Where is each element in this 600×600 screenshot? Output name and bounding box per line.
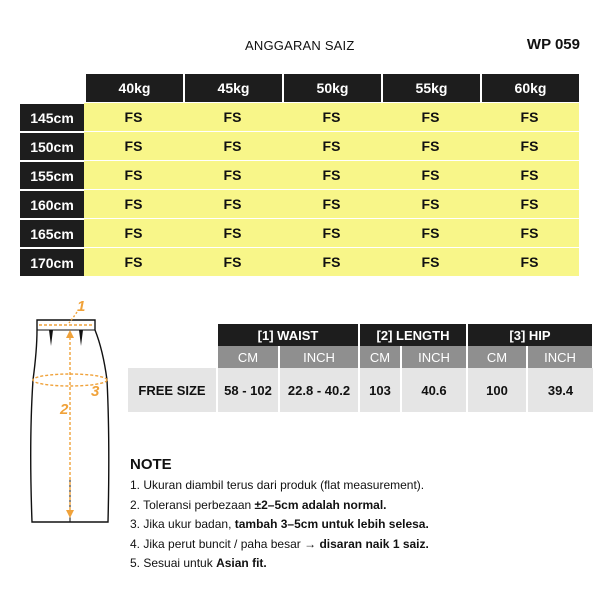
measure-corner xyxy=(128,346,217,368)
size-cell: FS xyxy=(381,189,480,218)
group-header-hip: [3] HIP xyxy=(467,323,593,346)
size-grid xyxy=(20,74,579,276)
height-label: 145cm xyxy=(20,102,84,131)
grid-row xyxy=(20,189,579,218)
diagram-label-3: 3 xyxy=(91,383,100,400)
size-cell: FS xyxy=(480,102,579,131)
size-cell: FS xyxy=(282,131,381,160)
size-cell: FS xyxy=(480,218,579,247)
weight-header: 50kg xyxy=(282,74,381,102)
height-label: 160cm xyxy=(20,189,84,218)
measurement-table xyxy=(128,322,594,412)
grid-row xyxy=(20,160,579,189)
size-cell: FS xyxy=(480,160,579,189)
size-cell: FS xyxy=(84,131,183,160)
group-header-waist: [1] WAIST xyxy=(217,323,359,346)
grid-corner xyxy=(20,74,84,102)
size-cell: FS xyxy=(183,102,282,131)
unit-header: CM xyxy=(359,346,401,368)
size-cell: FS xyxy=(282,247,381,276)
size-cell: FS xyxy=(183,189,282,218)
size-cell: FS xyxy=(183,218,282,247)
size-cell: FS xyxy=(381,160,480,189)
size-cell: FS xyxy=(183,247,282,276)
length-inch-value: 40.6 xyxy=(401,368,467,412)
height-label: 150cm xyxy=(20,131,84,160)
size-cell: FS xyxy=(381,218,480,247)
hip-cm-value: 100 xyxy=(467,368,527,412)
chart-title: ANGGARAN SAIZ xyxy=(245,38,355,53)
size-cell: FS xyxy=(282,218,381,247)
size-cell: FS xyxy=(282,189,381,218)
size-cell: FS xyxy=(282,102,381,131)
waist-inch-value: 22.8 - 40.2 xyxy=(279,368,359,412)
note-list xyxy=(130,476,429,574)
size-cell: FS xyxy=(84,160,183,189)
hip-inch-value: 39.4 xyxy=(527,368,593,412)
note-item: 4. Jika perut buncit / paha besar → disaran naik 1 saiz. xyxy=(130,536,429,551)
weight-header: 60kg xyxy=(480,74,579,102)
weight-header: 45kg xyxy=(183,74,282,102)
size-cell: FS xyxy=(84,247,183,276)
unit-header: CM xyxy=(467,346,527,368)
height-label: 170cm xyxy=(20,247,84,276)
waist-cm-value: 58 - 102 xyxy=(217,368,279,412)
note-item: 3. Jika ukur badan, tambah 3–5cm untuk lebih selesa. xyxy=(130,517,429,531)
grid-row xyxy=(20,247,579,276)
size-cell: FS xyxy=(480,247,579,276)
size-cell: FS xyxy=(84,102,183,131)
grid-row xyxy=(20,131,579,160)
size-cell: FS xyxy=(381,131,480,160)
size-cell: FS xyxy=(480,189,579,218)
unit-header: INCH xyxy=(401,346,467,368)
size-cell: FS xyxy=(282,160,381,189)
size-cell: FS xyxy=(381,247,480,276)
length-cm-value: 103 xyxy=(359,368,401,412)
grid-row xyxy=(20,218,579,247)
unit-header: INCH xyxy=(279,346,359,368)
grid-row xyxy=(20,102,579,131)
group-header-length: [2] LENGTH xyxy=(359,323,467,346)
note-heading: NOTE xyxy=(130,456,172,473)
size-cell: FS xyxy=(183,131,282,160)
size-cell: FS xyxy=(480,131,579,160)
size-cell: FS xyxy=(84,218,183,247)
note-item: 5. Sesuai untuk Asian fit. xyxy=(130,556,267,570)
height-label: 155cm xyxy=(20,160,84,189)
diagram-label-1: 1 xyxy=(77,298,86,315)
height-label: 165cm xyxy=(20,218,84,247)
note-item: 1. Ukuran diambil terus dari produk (flat measurement). xyxy=(130,478,425,492)
note-item: 2. Toleransi perbezaan ±2–5cm adalah normal. xyxy=(130,497,387,512)
size-cell: FS xyxy=(84,189,183,218)
size-cell: FS xyxy=(381,102,480,131)
skirt-diagram xyxy=(15,290,127,530)
measure-corner xyxy=(128,323,217,346)
product-code: WP 059 xyxy=(526,36,580,53)
unit-header: INCH xyxy=(527,346,593,368)
diagram-label-2: 2 xyxy=(60,401,69,418)
size-cell: FS xyxy=(183,160,282,189)
unit-header: CM xyxy=(217,346,279,368)
weight-header: 40kg xyxy=(84,74,183,102)
weight-header: 55kg xyxy=(381,74,480,102)
size-label: FREE SIZE xyxy=(128,368,217,412)
